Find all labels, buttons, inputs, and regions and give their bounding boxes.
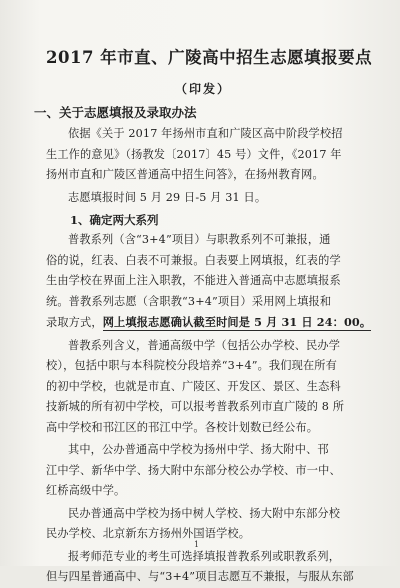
paragraph-line: 生由学校在界面上注入职教，不能进入普通高中志愿填报系 [46, 274, 341, 287]
paragraph-line: 江中学、新华中学、扬大附中东部分校公办学校、市一中、 [46, 463, 341, 477]
paragraph-line: 生工作的意见》（扬教发〔2017〕45 号）文件，《2017 年 [46, 147, 342, 161]
deadline-underlined-text: 网上填报志愿确认截至时间是 5 月 31 日 24：00。 [102, 315, 372, 329]
paragraph-series [46, 230, 372, 334]
paragraph-public-schools [46, 440, 360, 502]
paragraph-normal-major [46, 547, 360, 588]
paragraph-line: 但与四星普通高中、与“3+4”项目志愿互不兼报，与服从东部 [46, 570, 354, 583]
document-subtitle: （印发） [174, 82, 231, 96]
paragraph-meaning [46, 336, 360, 439]
paragraph-text: 录取方式， [46, 316, 103, 329]
paragraph-line: 志愿填报时间 5 月 29 日-5 月 31 日。 [68, 190, 267, 204]
paragraph-line [46, 312, 372, 334]
paragraph-time [46, 188, 360, 209]
paragraph-basis [46, 124, 360, 186]
paragraph-line: 普教系列（含“3+4”项目）与职教系列不可兼报，通 [68, 233, 331, 246]
paragraph-line: 俗的说，红表、白表不可兼报。白表要上网填报，红表的学 [46, 253, 341, 267]
paragraph-line: 民办普通高中学校为扬中树人学校、扬大附中东部分校 [68, 506, 341, 520]
paragraph-line: 红桥高级中学。 [46, 484, 126, 497]
paragraph-private-schools [46, 504, 360, 545]
paragraph-line: 高中学校和邗江区的邗江中学。各校计划数已经公布。 [46, 420, 319, 434]
paragraph-line: 依据《关于 2017 年扬州市直和广陵区高中阶段学校招 [68, 127, 343, 140]
section-heading-1: 一、关于志愿填报及录取办法 [34, 105, 197, 120]
subsection-heading-1: 1、确定两大系列 [70, 213, 159, 227]
paragraph-line: 统。普教系列志愿（含职教“3+4”项目）采用网上填报和 [46, 294, 332, 308]
paragraph-line: 技新城的所有初中学校，可以报考普教系列市直广陵的 8 所 [46, 400, 345, 413]
paragraph-line: 校），包括中职与本科院校分段培养“3+4”。我们现在所有 [46, 359, 337, 372]
paragraph-line: 民办学校、北京新东方扬州外国语学校。 [46, 527, 251, 540]
paragraph-line: 其中，公办普通高中学校为扬州中学、扬大附中、邗 [68, 443, 329, 456]
page-number: 1 [194, 540, 200, 549]
paragraph-line: 的初中学校，也就是市直、广陵区、开发区、景区、生态科 [46, 379, 341, 393]
paragraph-line: 普教系列含义，普通高级中学（包括公办学校、民办学 [68, 338, 341, 352]
paragraph-line: 扬州市直和广陵区普通高中招生问答》，在扬州教育网。 [46, 168, 324, 181]
document-title: 2017 年市直、广陵高中招生志愿填报要点 [46, 48, 373, 67]
paragraph-line: 报考师范专业的考生可选择填报普教系列或职教系列， [68, 549, 341, 563]
